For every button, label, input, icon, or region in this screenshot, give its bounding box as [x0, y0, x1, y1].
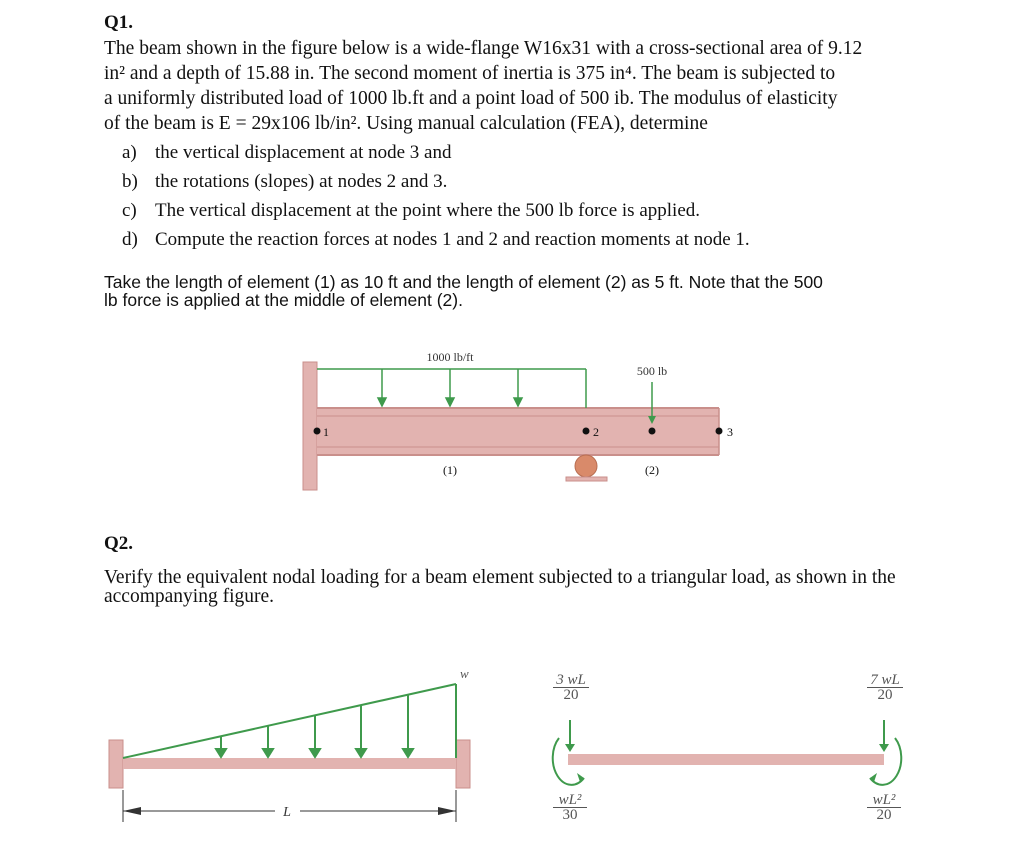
- tri-load-arrowhead: [310, 749, 320, 757]
- length-label: L: [283, 805, 291, 820]
- q1-note-line: lb force is applied at the middle of element (2).: [104, 290, 463, 310]
- right-force-denominator: 20: [877, 687, 893, 703]
- q1-note-line: Take the length of element (1) as 10 ft and the length of element (2) as 5 ft. Note that the 500: [104, 272, 823, 292]
- item-text: the vertical displacement at node 3 and: [155, 142, 452, 163]
- left-moment-numerator: wL²: [553, 793, 587, 808]
- dim-arrowhead-right: [438, 807, 456, 815]
- node-3-label: 3: [727, 425, 733, 439]
- tri-load-arrowhead: [403, 749, 413, 757]
- q2-paragraph-line: Verify the equivalent nodal loading for a beam element subjected to a triangular load, as shown in the: [104, 567, 896, 588]
- left-force-fraction: [553, 673, 589, 702]
- q1-paragraph-line: The beam shown in the figure below is a wide-flange W16x31 with a cross-sectional area of 9.12: [104, 38, 863, 59]
- q1-paragraph-line: a uniformly distributed load of 1000 lb.ft and a point load of 500 ib. The modulus of elasticity: [104, 88, 838, 109]
- tri-load-arrowhead: [263, 749, 273, 757]
- left-moment-denominator: 30: [562, 807, 578, 823]
- triangular-load-line: [123, 684, 456, 758]
- q2-title: Q2.: [104, 533, 134, 554]
- point-load-label: 500 lb: [636, 364, 668, 378]
- right-moment-numerator: wL²: [867, 793, 901, 808]
- distributed-load-label: 1000 lb/ft: [426, 350, 474, 364]
- q1-title: Q1.: [104, 12, 134, 33]
- equivalent-beam: [568, 754, 884, 765]
- left-force-arrowhead: [565, 744, 575, 752]
- node-1-label: 1: [323, 425, 329, 439]
- q2-beam: [123, 758, 456, 769]
- right-moment-denominator: 20: [876, 807, 892, 823]
- right-end-block: [456, 740, 470, 788]
- right-moment-fraction: [867, 793, 901, 822]
- right-force-fraction: [867, 673, 903, 702]
- left-moment-fraction: [553, 793, 587, 822]
- left-force-numerator: 3 wL: [553, 673, 589, 688]
- item-text: The vertical displacement at the point where the 500 lb force is applied.: [155, 200, 700, 221]
- node-2-label: 2: [593, 425, 599, 439]
- item-text: Compute the reaction forces at nodes 1 and 2 and reaction moments at node 1.: [155, 229, 750, 250]
- left-force-denominator: 20: [563, 687, 579, 703]
- item-marker: d): [122, 229, 138, 250]
- element-2-label: (2): [645, 463, 659, 477]
- q1-paragraph-line: of the beam is E = 29x106 lb/in². Using manual calculation (FEA), determine: [104, 113, 708, 134]
- item-marker: c): [122, 200, 137, 221]
- tri-load-arrowhead: [356, 749, 366, 757]
- left-end-block: [109, 740, 123, 788]
- w-label: w: [460, 666, 469, 681]
- item-text: the rotations (slopes) at nodes 2 and 3.: [155, 171, 448, 192]
- q1-paragraph-line: in² and a depth of 15.88 in. The second moment of inertia is 375 in⁴. The beam is subjected to: [104, 63, 836, 84]
- q2-paragraph-line: accompanying figure.: [104, 586, 275, 607]
- right-force-arrowhead: [879, 744, 889, 752]
- dim-arrowhead-left: [123, 807, 141, 815]
- element-1-label: (1): [443, 463, 457, 477]
- tri-load-arrowhead: [216, 749, 226, 757]
- item-marker: b): [122, 171, 138, 192]
- item-marker: a): [122, 142, 137, 163]
- right-force-numerator: 7 wL: [867, 673, 903, 688]
